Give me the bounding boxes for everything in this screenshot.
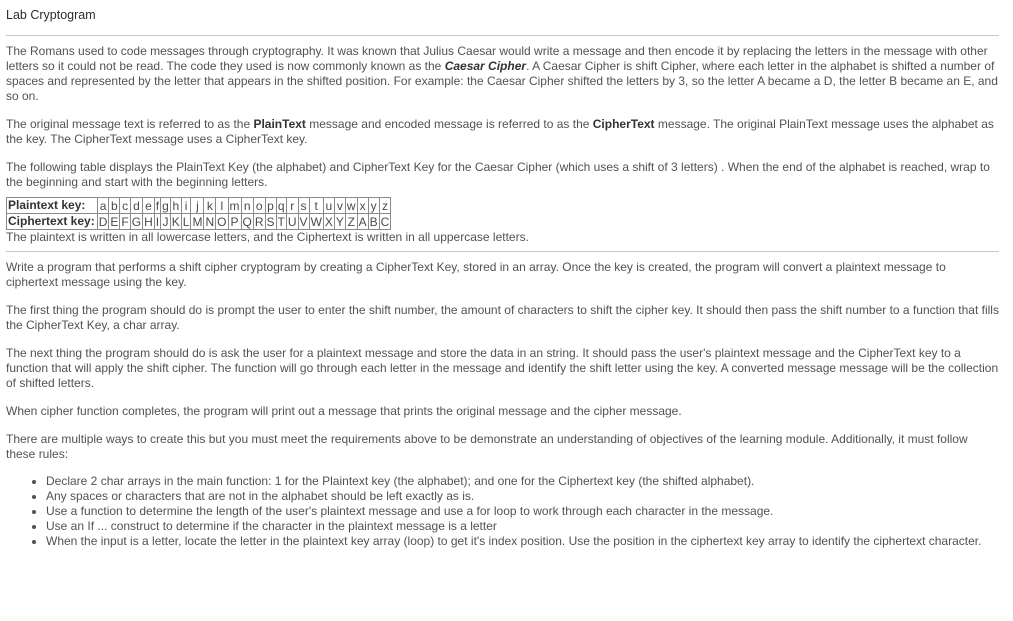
ciphertext-letter: O — [217, 214, 227, 229]
plaintext-letter: f — [155, 198, 160, 213]
cipher-key-table — [6, 197, 391, 230]
plaintext-letter: t — [309, 198, 323, 214]
section-divider — [6, 251, 999, 252]
plaintext-key-label: Plaintext key: — [7, 198, 98, 214]
plaintext-letter: a — [97, 198, 109, 214]
plaintext-letter: z — [379, 198, 391, 214]
plaintext-letter: i — [181, 198, 191, 214]
ciphertext-letter: E — [110, 214, 119, 229]
ciphertext-letter: V — [299, 214, 308, 229]
ciphertext-letter: Y — [335, 214, 344, 229]
plaintext-letter: s — [298, 198, 309, 214]
ciphertext-letter: N — [205, 214, 215, 229]
intro-paragraph-caesar — [6, 44, 999, 104]
ciphertext-letter: P — [228, 214, 241, 230]
title-divider — [6, 35, 999, 36]
plaintext-letter: v — [334, 198, 345, 214]
intro-text-start: The Romans used to code messages through cryptography. It was known that Julius Caesar would write a message and then encode it by replacing the letters in the message with other letters so it could not be read. The code they used is now commonly known as the — [6, 44, 988, 73]
plaintext-letter: b — [109, 198, 120, 214]
instructions-overview: Write a program that performs a shift cipher cryptogram by creating a CipherText Key, stored in an array. Once the key is created, the program will convert a plaintext message to ciphertext message using the key. — [6, 260, 946, 289]
rules-list — [6, 474, 999, 549]
ciphertext-letter: G — [131, 214, 142, 229]
plaintext-letter: e — [143, 198, 155, 214]
plaintext-letter: w — [346, 198, 356, 213]
ciphertext-key-label: Ciphertext key: — [7, 214, 98, 230]
ciphertext-letter: L — [182, 214, 190, 229]
ciphertext-letter: U — [287, 214, 297, 229]
plaintext-letter: r — [286, 198, 298, 214]
intro-text-end: . A Caesar Cipher is shift Cipher, where each letter in the alphabet is shifted a number of spaces and represented by the letter that appears in the shifted position. For example: the Caesar Cipher shifted the letters by 3, so the letter A became a D, the letter B became an E, and so on. — [6, 59, 998, 103]
case-note: The plaintext is written in all lowercase letters, and the Ciphertext is written in all uppercase letters. — [6, 230, 529, 244]
plaintext-letter: c — [120, 198, 130, 214]
ciphertext-letter: A — [358, 214, 367, 229]
list-item: • When the input is a letter, locate the letter in the plaintext key array (loop) to get it's index position. Use the position in the ciphertext key array to identify the ciphertext character. — [46, 534, 999, 549]
plaintext-letter: h — [170, 198, 181, 214]
ciphertext-letter: T — [277, 214, 285, 229]
list-item: • Use a function to determine the length of the user's plaintext message and use a for loop to work through each character in the message. — [46, 504, 999, 519]
list-item: • Declare 2 char arrays in the main function: 1 for the Plaintext key (the alphabet); and one for the Ciphertext key (the shifted alphabet). — [46, 474, 999, 489]
plaintext-letter: p — [265, 198, 276, 214]
plaintext-letter: l — [216, 198, 228, 214]
ciphertext-letter: J — [162, 214, 169, 229]
plaintext-letter: q — [277, 198, 285, 213]
instructions-shift-number: The first thing the program should do is prompt the user to enter the shift number, the amount of characters to shift the cipher key. It should then pass the shift number to a function that fills the CipherText Key, a char array. — [6, 303, 999, 332]
plaintext-term: PlainText — [253, 117, 306, 131]
plaintext-letter: d — [130, 198, 142, 214]
page-title: Lab Cryptogram — [6, 8, 96, 22]
ciphertext-letter: W — [310, 214, 322, 229]
plaintext-key-row — [7, 198, 391, 214]
assignment-page — [6, 0, 999, 549]
ciphertext-term: CipherText — [592, 117, 655, 131]
instructions-print-output: When cipher function completes, the program will print out a message that prints the original message and the cipher message. — [6, 404, 682, 418]
ciphertext-letter: F — [121, 214, 129, 229]
ciphertext-letter: C — [380, 214, 390, 229]
ciphertext-letter: I — [155, 214, 160, 229]
list-item: • Any spaces or characters that are not in the alphabet should be left exactly as is. — [46, 489, 999, 504]
plaintext-letter: m — [229, 198, 240, 213]
plaintext-letter: k — [204, 198, 216, 214]
intro-paragraph-plaintext: The original message text is referred to as the PlainText message and encoded message is referred to as the CipherText message. The original PlainText message uses the alphabet as the key. The CipherText message uses a CipherText key. — [6, 117, 994, 146]
plaintext-letter: g — [162, 198, 169, 213]
intro-paragraph-table: The following table displays the PlainText Key (the alphabet) and CipherText Key for the Caesar Cipher (which uses a shift of 3 letters) . When the end of the alphabet is reached, wrap to the beginning and start with the beginning letters. — [6, 160, 990, 189]
plaintext-letter: n — [241, 198, 253, 214]
ciphertext-key-row — [7, 214, 391, 230]
ciphertext-letter: S — [266, 214, 275, 229]
ciphertext-letter: Z — [345, 214, 357, 230]
plaintext-letter: y — [368, 198, 379, 214]
list-item: • Use an If ... construct to determine if the character in the plaintext message is a letter — [46, 519, 999, 534]
instructions-plaintext-message: The next thing the program should do is ask the user for a plaintext message and store the data in an string. It should pass the user's plaintext message and the CipherText key to a function that will apply the shift cipher. The function will go through each letter in the message and identify the shift letter using the key. A converted message message will be the collection of shifted letters. — [6, 346, 999, 390]
ciphertext-letter: K — [171, 214, 180, 229]
instructions-requirements: There are multiple ways to create this but you must meet the requirements above to be demonstrate an understanding of objectives of the learning module. Additionally, it must follow these rules: — [6, 432, 968, 461]
ciphertext-letter: B — [369, 214, 378, 229]
plaintext-letter: x — [357, 198, 368, 214]
ciphertext-letter: X — [324, 214, 333, 229]
ciphertext-letter: M — [192, 214, 203, 229]
plaintext-letter: u — [323, 198, 334, 214]
plaintext-letter: j — [191, 198, 204, 214]
caesar-cipher-term: Caesar Cipher — [444, 59, 527, 73]
ciphertext-letter: Q — [242, 214, 252, 229]
ciphertext-letter: R — [254, 214, 264, 229]
ciphertext-letter: H — [144, 214, 153, 229]
ciphertext-letter: D — [98, 214, 108, 229]
plaintext-letter: o — [253, 198, 265, 214]
